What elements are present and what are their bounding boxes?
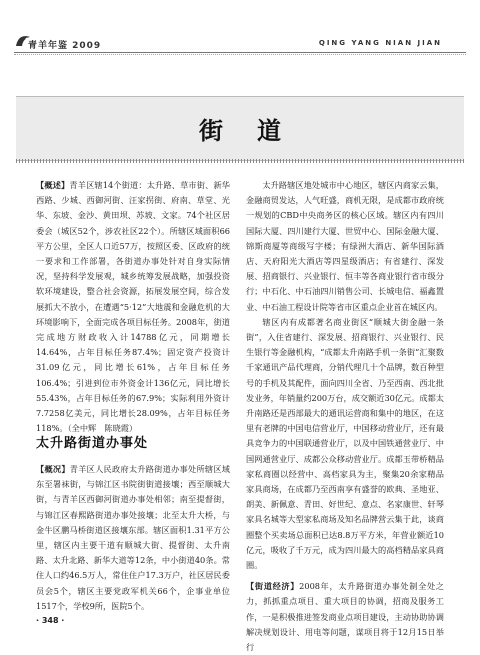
right-column xyxy=(246,178,444,655)
page-header xyxy=(0,0,480,62)
header-rule xyxy=(14,52,466,53)
economy-tag: 【街道经济】 xyxy=(246,581,300,592)
left-column-overview-sub xyxy=(36,462,230,614)
page-number: · 348 · xyxy=(36,616,65,625)
overview-tag: 【概述】 xyxy=(36,180,70,190)
title-dotted-border xyxy=(16,159,464,163)
economy-text: 2008年，太升路街道办事处制全处之力，抓抓重点项目、重大项目的协调，招商及服务工作，一是积极推进签发商业点项目建设，主动协助协调解决规划设计、用电等问题，谋项目将于12月15日举行 xyxy=(246,581,444,653)
overview-text: 青羊区辖14个街道：太升路、草市街、新华西路、少城、西御河街、汪家拐街、府南、草堂、光华、东坡、金沙、黄田坝、苏坡、文家。74个社区居委会（城区52个，涉农社区22个）。所辖区域面积66平方公里，全区人口近57万，按照区委、区政府的统一要求和工作部署，各街道办事处针对自身实际情况，坚持科学发展观，城乡统筹发展战略，加强投资软环境建设，整合社会资源，拓展发展空间，综合发展抓大不放小，在遭遇“5·12”大地震和金融危机的大环境影响下，全面完成各项目标任务。2008年，街道完成地方财政收入计14788亿元，同期增长14.64%，占年目标任务87.4%；固定资产投资计31.09亿元，同比增长61%，占年目标任务106.4%；引进到位市外资金计136亿元，同比增长55.43%，占年目标任务的67.9%；实际利用外资计7.7258亿美元，同比增长28.09%，占年目标任务118%。（全中辉 陈晓霞） xyxy=(36,180,230,434)
subsection-heading: 太升路街道办事处 xyxy=(36,436,149,451)
paragraph-street-economy xyxy=(246,579,444,655)
left-column-overview xyxy=(36,178,230,436)
sub-overview-text: 青羊区人民政府太升路街道办事处所辖区域东至署袜街，与锦江区书院街街道接壤；西至顺城大街，与青羊区西御河街道办事处相邻；南至提督街，与锦江区春熙路街道办事处接壤；北至太升大桥，与金牛区鹏马桥街道区接壤东部。辖区面积1.31平方公里，辖区内主要干道有顺城大街、提督街、太升南路、太升北路、新华大道等12条，中小街道40条。常住人口约46.5万人，常住住户17.3万户，社区居民委员会5个，辖区主要党政军机关66个，企事业单位1517个，学校9所，医院5个。 xyxy=(36,464,230,611)
section-title-band xyxy=(16,96,464,161)
sub-overview-tag: 【概况】 xyxy=(36,464,70,474)
sub-overview-paragraph xyxy=(36,462,230,614)
overview-paragraph xyxy=(36,178,230,436)
header-dotted-rule xyxy=(14,54,466,55)
section-title: 街道 xyxy=(199,116,315,145)
paragraph-commercial-streets: 辖区内有成都著名商业街区“顺城大街金融一条街”，入住省建行、深发展、招商银行、兴业银行、民生银行等金融机构，“成都太升南路手机一条街”汇聚数千家通讯产品代理商，分销代理几十个品牌，数百种型号的手机及其配件，面向四川全省、乃至西南、西北批发业务，年销量约200万台，成交额近30亿元。成都太升南路还是西部最大的通讯运营商和集中的地区，在这里有老牌的中国电信营业厅，中国移动营业厅，还有最具竞争力的中国联通营业厅，以及中国铁通营业厅、中国网通营业厅、成都公众移动营业厅。成都玉带桥精品家私商圈以经营中、高档家具为主，聚集20余家精品家具商场，在成都乃至西南享有盛誉的欧典、圣地亚、朗美、新佩意、青田、好世纪、意点、名家康世、轩琴家具名城等大型家私商场及知名品牌营云集于此，谈商圈整个买卖场总面积已达8.8万平方米，年营业额近10亿元，吸收了千万元，成为四川最大的高档精品家具商圈。 xyxy=(246,316,444,571)
running-head-right: QING YANG NIAN JIAN xyxy=(318,39,442,47)
paragraph-district-location: 太升路辖区地处城市中心地区，辖区内商家云集，金融商贸发达，人气旺盛，商机无限，是成都市政府统一规划的CBD中央商务区的核心区域。辖区内有四川国际大厦、四川建行大厦、世贸中心、国际金融大厦、锦斯商厦等商级写字楼；有绿洲大酒店、新华国际酒店、天府阳光大酒店等四星级酒店；有省建行、深发展、招商银行、兴业银行、恒丰等各商业银行省市级分行；中石化、中石油四川销售公司、长城电信、福鑫置业、中石油工程设计院等省市区重点企业首在城区内。 xyxy=(246,180,444,312)
running-head-left: 青羊年鉴 2009 xyxy=(28,41,102,51)
